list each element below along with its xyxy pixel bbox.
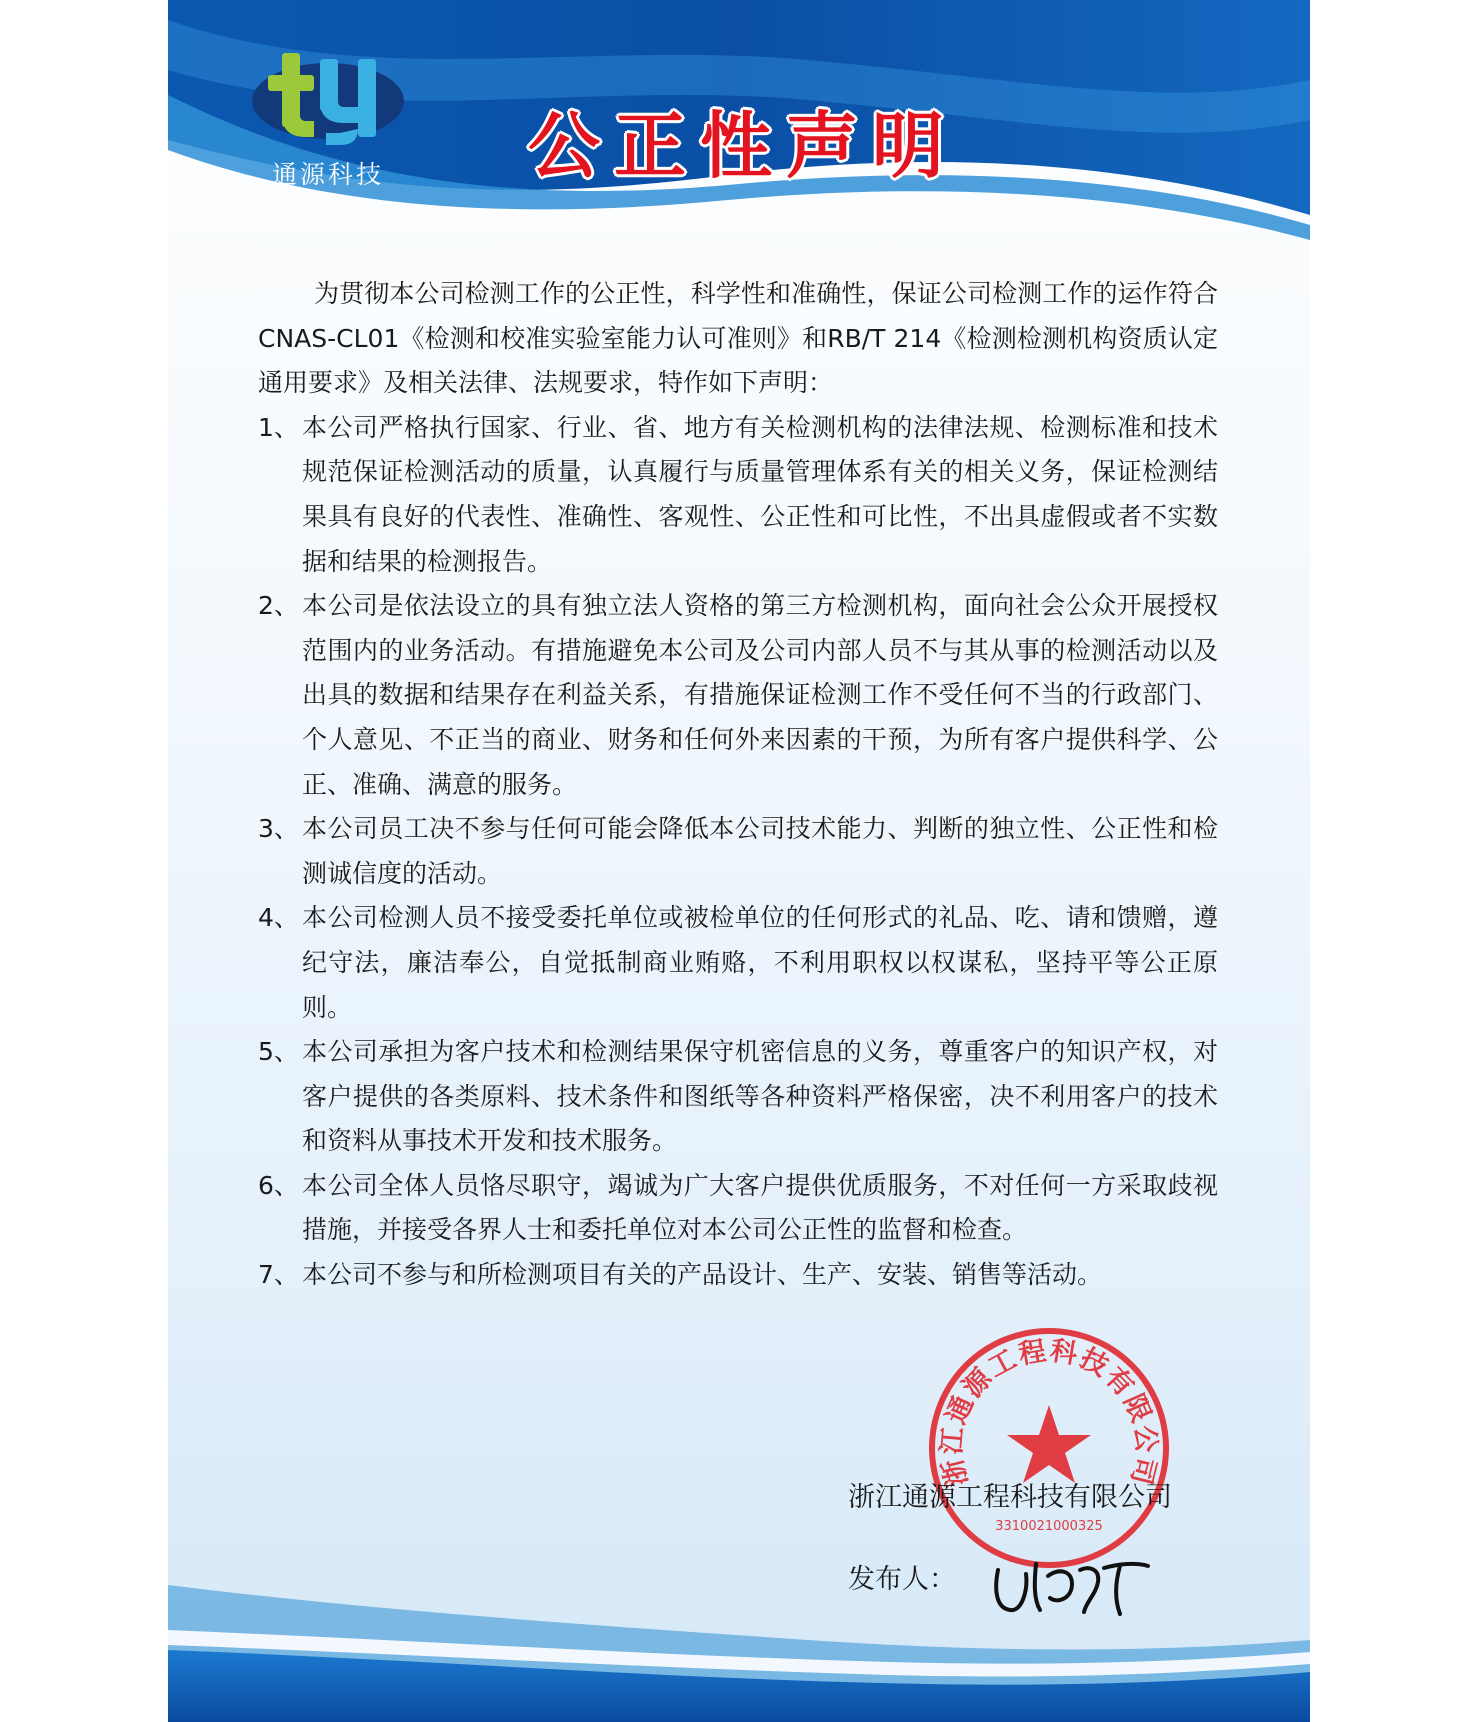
item-text: 本公司检测人员不接受委托单位或被检单位的任何形式的礼品、吃、请和馈赠，遵纪守法，廉洁奉公，自觉抵制商业贿赂，不利用职权以权谋私，坚持平等公正原则。 (302, 903, 1218, 1022)
declaration-item (258, 1164, 1218, 1253)
declaration-item (258, 807, 1218, 896)
company-logo (248, 45, 408, 200)
declaration-item (258, 406, 1218, 584)
item-text: 本公司全体人员恪尽职守，竭诚为广大客户提供优质服务，不对任何一方采取歧视措施，并接受各界人士和委托单位对本公司公正性的监督和检查。 (302, 1170, 1218, 1245)
declaration-item (258, 896, 1218, 1030)
declaration-item (258, 584, 1218, 807)
item-number: 5、 (258, 1037, 299, 1067)
intro-paragraph: 为贯彻本公司检测工作的公正性，科学性和准确性，保证公司检测工作的运作符合CNAS-CL01《检测和校准实验室能力认可准则》和RB/T 214《检测检测机构资质认定通用要求》及相关法律、法规要求，特作如下声明： (258, 279, 1218, 398)
declaration-body (258, 272, 1218, 1298)
publisher-label: 发布人： (848, 1564, 956, 1595)
item-text: 本公司不参与和所检测项目有关的产品设计、生产、安装、销售等活动。 (302, 1260, 1103, 1290)
item-number: 6、 (258, 1170, 299, 1200)
logo-name: 通源科技 (271, 160, 384, 189)
item-number: 7、 (258, 1260, 299, 1290)
company-seal-icon (926, 1325, 1172, 1571)
seal-code: 3310021000325 (995, 1519, 1103, 1534)
item-number: 3、 (258, 814, 299, 844)
item-text: 本公司严格执行国家、行业、省、地方有关检测机构的法律法规、检测标准和技术规范保证检测活动的质量，认真履行与质量管理体系有关的相关义务，保证检测结果具有良好的代表性、准确性、客观性、公正性和可比性，不出具虚假或者不实数据和结果的检测报告。 (302, 412, 1218, 576)
declaration-item (258, 1030, 1218, 1164)
signature-icon (988, 1540, 1158, 1620)
declaration-item (258, 1253, 1218, 1298)
item-number: 4、 (258, 903, 299, 933)
item-text: 本公司员工决不参与任何可能会降低本公司技术能力、判断的独立性、公正性和检测诚信度的活动。 (302, 814, 1218, 888)
page-title: 公正性声明 (527, 104, 958, 188)
item-number: 2、 (258, 591, 299, 621)
seal-text: 浙江通源工程科技有限公司 (936, 1335, 1162, 1490)
item-text: 本公司是依法设立的具有独立法人资格的第三方检测机构，面向社会公众开展授权范围内的业务活动。有措施避免本公司及公司内部人员不与其从事的检测活动以及出具的数据和结果存在利益关系，有措施保证检测工作不受任何不当的行政部门、个人意见、不正当的商业、财务和任何外来因素的干预，为所有客户提供科学、公正、准确、满意的服务。 (302, 591, 1218, 799)
company-name: 浙江通源工程科技有限公司 (848, 1482, 1172, 1513)
logo-mark-icon (248, 45, 408, 157)
item-number: 1、 (258, 412, 299, 442)
item-text: 本公司承担为客户技术和检测结果保守机密信息的义务，尊重客户的知识产权，对客户提供的各类原料、技术条件和图纸等各种资料严格保密，决不利用客户的技术和资料从事技术开发和技术服务。 (302, 1037, 1218, 1156)
poster (168, 0, 1310, 1722)
